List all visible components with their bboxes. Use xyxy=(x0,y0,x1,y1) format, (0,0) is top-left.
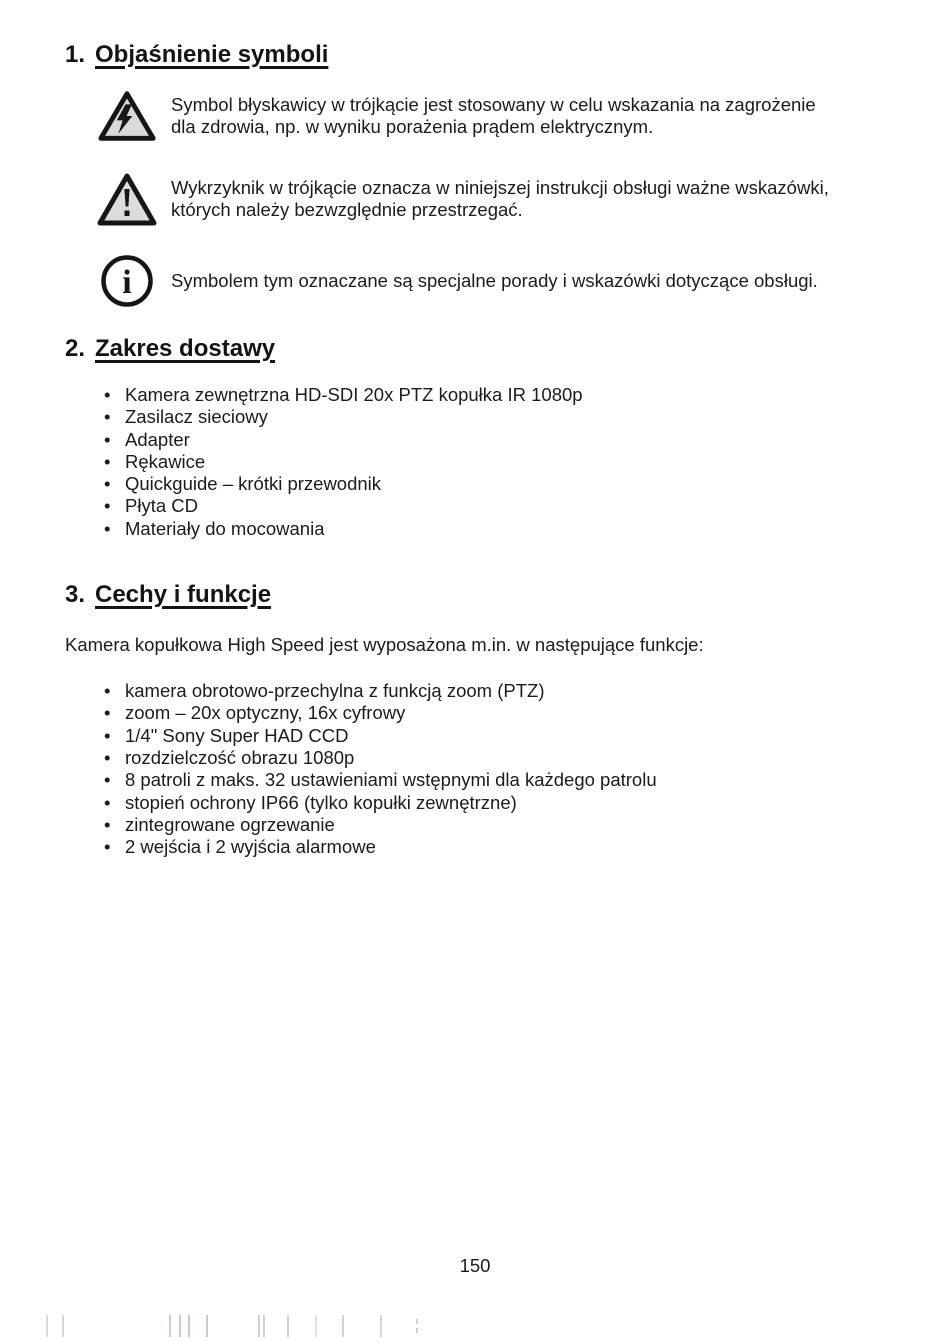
section-number: 2. xyxy=(65,335,86,362)
list-item: • Płyta CD xyxy=(125,495,885,517)
section-heading xyxy=(65,580,885,610)
list-item: • kamera obrotowo-przechylna z funkcją zoom (PTZ) xyxy=(125,680,885,702)
section-symbols xyxy=(65,40,885,308)
symbol-description: Wykrzyknik w trójkącie oznacza w niniejszej instrukcji obsługi ważne wskazówki, których należy bezwzględnie przestrzegać. xyxy=(171,177,829,220)
list-item: • Zasilacz sieciowy xyxy=(125,406,885,428)
list-item: • stopień ochrony IP66 (tylko kopułki zewnętrzne) xyxy=(125,792,885,814)
symbol-row xyxy=(95,170,885,228)
scan-artifact xyxy=(206,1315,208,1337)
symbol-description: Symbol błyskawicy w trójkącie jest stosowany w celu wskazania na zagrożenie dla zdrowia, np. w wyniku porażenia prądem elektrycznym. xyxy=(171,94,816,137)
section-title: Objaśnienie symboli xyxy=(95,41,329,68)
symbol-rows xyxy=(65,88,885,308)
list-item: • Materiały do mocowania xyxy=(125,518,885,540)
scan-artifact xyxy=(258,1315,260,1337)
scan-artifact xyxy=(315,1315,317,1337)
info-circle-icon xyxy=(95,254,159,308)
scan-artifact xyxy=(416,1328,418,1333)
lightning-triangle-icon xyxy=(95,88,159,144)
scan-artifacts xyxy=(0,1315,950,1339)
section-heading xyxy=(65,40,885,70)
section-number: 1. xyxy=(65,41,86,68)
list-item: • 2 wejścia i 2 wyjścia alarmowe xyxy=(125,836,885,858)
scan-artifact xyxy=(287,1315,289,1337)
scan-artifact xyxy=(188,1315,190,1337)
scan-artifact xyxy=(380,1315,382,1337)
scan-artifact xyxy=(416,1319,418,1324)
list-item: • Quickguide – krótki przewodnik xyxy=(125,473,885,495)
page-number: 150 xyxy=(459,1255,491,1276)
symbol-row xyxy=(95,254,885,308)
scan-artifact xyxy=(263,1315,265,1337)
section-title: Cechy i funkcje xyxy=(95,581,272,609)
scan-artifact xyxy=(62,1315,64,1337)
list-item: • zoom – 20x optyczny, 16x cyfrowy xyxy=(125,702,885,724)
list-item: • Kamera zewnętrzna HD-SDI 20x PTZ kopułka IR 1080p xyxy=(125,384,885,406)
section-number: 3. xyxy=(65,581,86,609)
list-item: • 1/4" Sony Super HAD CCD xyxy=(125,725,885,747)
scan-artifact xyxy=(46,1315,48,1337)
delivery-list xyxy=(65,384,885,540)
features-intro: Kamera kopułkowa High Speed jest wyposażona m.in. w następujące funkcje: xyxy=(65,634,704,656)
section-features xyxy=(65,580,885,858)
list-item: • rozdzielczość obrazu 1080p xyxy=(125,747,885,769)
scan-artifact xyxy=(169,1315,171,1337)
scan-artifact xyxy=(342,1315,344,1337)
list-item: • zintegrowane ogrzewanie xyxy=(125,814,885,836)
warning-triangle-icon xyxy=(95,170,159,228)
list-item: • Rękawice xyxy=(125,451,885,473)
list-item: • Adapter xyxy=(125,429,885,451)
svg-text:i: i xyxy=(122,264,132,301)
features-list xyxy=(65,680,885,858)
symbol-description: Symbolem tym oznaczane są specjalne porady i wskazówki dotyczące obsługi. xyxy=(171,270,818,291)
scan-artifact xyxy=(179,1315,181,1337)
section-delivery xyxy=(65,334,885,540)
symbol-row xyxy=(95,88,885,144)
list-item: • 8 patroli z maks. 32 ustawieniami wstępnymi dla każdego patrolu xyxy=(125,769,885,791)
section-title: Zakres dostawy xyxy=(95,335,276,362)
section-heading xyxy=(65,334,885,364)
